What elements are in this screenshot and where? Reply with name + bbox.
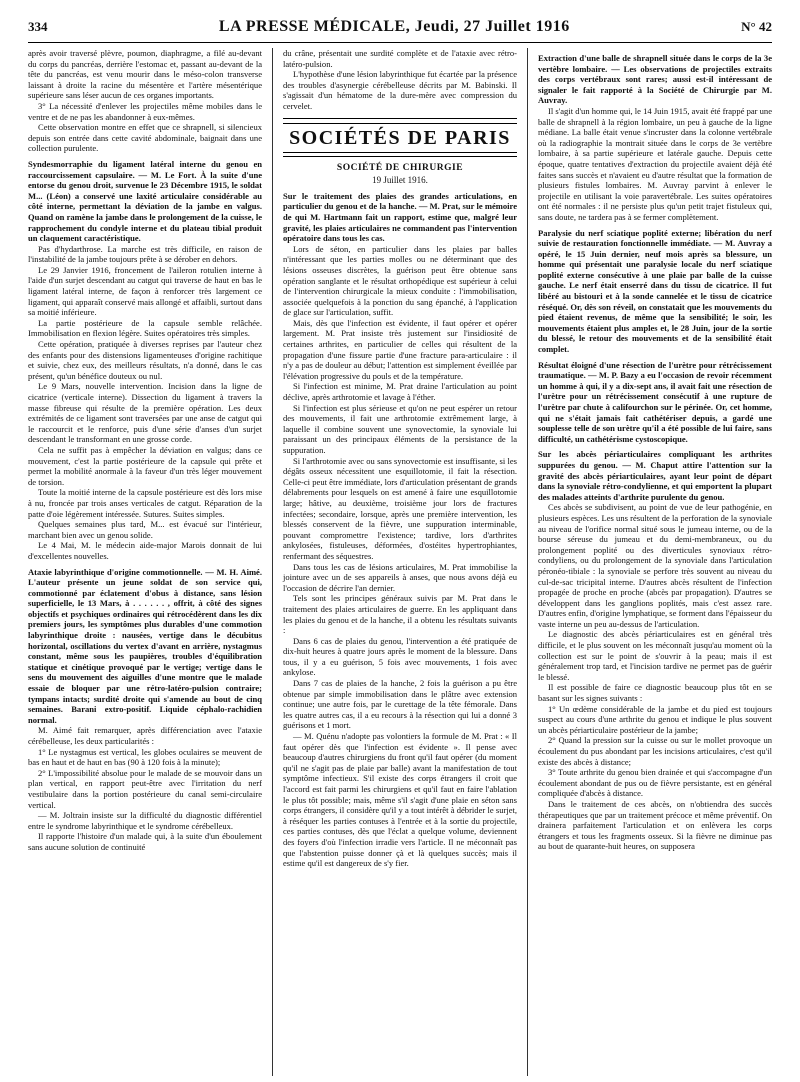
article-heading-paragraph: Paralysie du nerf sciatique poplité externe; libération du nerf suivie de restauration fonctionnelle immédiate. — M. Auvray a opéré, le 15 Juin dernier, neuf mois après sa blessure, un homme qui présentait une paralysie locale du nerf sciatique poplité externe consécutive à une plaie par balle de la cuisse gauche. Le nerf était enserré dans du tissu de cicatrice. Il fut libéré au bistouri et à la sonde cannelée et le tissu de cicatrice réséqué. Or, dès son réveil, on constatait que les mouvements du pied étaient revenus, de même que la sensibilité; le soir, les mouvements étaient plus amples et, le 28 Juin, jour de la sortie du blessé, le retour des mouvements et de la sensibilité était complet. [538, 227, 772, 355]
paragraph: Dans tous les cas de lésions articulaires, M. Prat immobilise la jointure avec un de ses appareils à anses, que nous avons déjà eu l'occasion de décrire l'an dernier. [283, 561, 517, 593]
article-heading-paragraph: Résultat éloigné d'une résection de l'urètre pour rétrécissement traumatique. — M. P. Bazy a eu l'occasion de revoir récemment un homme à qui, il y a dix-sept ans, il avait fait une résection de l'urètre pour un rétrécissement consécutif à une rupture de l'urètre par chute à califourchon sur le périnée. Or, cet homme, qui ne s'était jamais fait cathétériser depuis, a gardé une souplesse telle de son urètre qu'il a été possible de lui faire, sans difficulté, un cathétérisme cystoscopique. [538, 359, 772, 444]
paragraph: Le diagnostic des abcès périarticulaires est en général très difficile, et le plus souvent on les méconnaît jusqu'au moment où la collection est sur le point de s'ouvrir à la peau; mais il est généralement trop tard, et l'incision tardive ne permet pas de guérir le blessé. [538, 629, 772, 682]
paragraph: L'hypothèse d'une lésion labyrinthique fut écartée par la présence des troubles d'asynergie cérébelleuse décrits par M. Babinski. Il s'agissait d'un hématome de la dure-mère avec compression du cervelet. [283, 69, 517, 111]
paragraph: Toute la moitié interne de la capsule postérieure est dès lors mise à nu, froncée par trois anses verticales de catgut. Réparation de la patte d'oie légèrement intéressée. Sutures. Suites simples. [28, 487, 262, 519]
society-report [283, 191, 517, 869]
article-heading-paragraph: Syndesmorraphie du ligament latéral interne du genou en raccourcissement capsulaire. — M. Le Fort. À la suite d'une entorse du genou droit, survenue le 23 Décembre 1915, le soldat M... (Léon) a conservé une laxité articulaire considérable au côté interne, permettant la déviation de la jambe en valgus. Quand on ramène la jambe dans le prolongement de la cuisse, le rapprochement du condyle interne et du plateau tibial produit un claquement caractéristique. [28, 158, 262, 244]
paragraph: Le 4 Mai, M. le médecin aide-major Marois donnait de lui d'excellentes nouvelles. [28, 540, 262, 561]
paragraph: Quelques semaines plus tard, M... est évacué sur l'intérieur, marchant bien avec un genou solide. [28, 519, 262, 540]
page-number: 334 [28, 19, 48, 34]
paragraph: Lors de séton, en particulier dans les plaies par balles n'intéressant que les parties molles ou ne déterminant que des lésions osseuses discrètes, la guérison peut être obtenue sans opération sanglante et le résultat orthopédique est supérieur à celui de l'intervention chirurgicale la mieux conduite : l'immobilisation, associée quelquefois à la ponction du sang épanché, à l'application de glace sur l'articulation, suffit. [283, 243, 517, 318]
column-right [527, 48, 772, 1076]
paragraph: Cette opération, pratiquée à diverses reprises par l'auteur chez des enfants pour des distensions ligamenteuses d'origine rachitique et suivie, chez eux, des meilleurs résultats, n'a donné, dans le cas présent, qu'un bénéfice douteux ou nul. [28, 339, 262, 381]
article-heading-paragraph: Sur les abcès périarticulaires compliquant les arthrites suppurées du genou. — M. Chaput attire l'attention sur la gravité des abcès périarticulaires, ayant leur point de départ dans la synoviale rétro-condylienne, et qui emportent la plupart des malades atteints d'arthrite purulente du genou. [538, 449, 772, 502]
paragraph: Il rapporte l'histoire d'un malade qui, à la suite d'un éboulement sans aucune solution de continuité [28, 831, 262, 852]
paragraph: 3° La nécessité d'enlever les projectiles même mobiles dans le ventre et de ne pas les abandonner à eux-mêmes. [28, 100, 262, 122]
paragraph: Il s'agit d'un homme qui, le 14 Juin 1915, avait été frappé par une balle de shrapnell à la région lombaire, un peu à gauche de la ligne médiane. La balle était venue s'incruster dans la colonne vertébrale où la radiographie la montrait située dans le corps de 3e vertèbre lombaire, à sa partie supérieure et latérale gauche. Depuis cette époque, quatre tentatives d'extraction du projectile avaient déjà été faites sans succès et n'avaient eu d'autre résultat que la formation de plusieurs fistules lombaires. M. Auvray parvint à enlever le projectile en utilisant la voie paravertébrale. Les suites opératoires ont été normales : il ne persiste plus qu'un petit trajet fistuleux qui, sans doute, ne tardera pas à se fermer complètement. [538, 105, 772, 222]
paragraph: 1° Le nystagmus est vertical, les globes oculaires se meuvent de bas en haut et de haut en bas (90 à 120 fois à la minute); [28, 746, 262, 768]
continued-text [283, 48, 517, 112]
paragraph: — M. Joltrain insiste sur la difficulté du diagnostic différentiel entre le syndrome labyrinthique et le syndrome cérébelleux. [28, 810, 262, 831]
paragraph: Si l'arthrotomie avec ou sans synovectomie est insuffisante, si les dégâts osseux nécessitent une esquillotomie, il fait la résection. Celle-ci peut être immédiate, lors d'articulation présentant de grands délabrements pour lesquels on est amené à faire une esquillotomie large; hâtive, au deuxième, troisième jour lors de fractures infectées; secondaire, lorsque, après une première intervention, les blessés conservent de la fièvre, une suppuration interminable, pouvant compromettre l'existence; tardive, lors d'arthrites ankylosées, fistuleuses, déformées, d'ostéites hypertrophiantes, renfermant des séquestres. [283, 455, 517, 561]
paragraph: Le 29 Janvier 1916, froncement de l'aileron rotulien interne à l'aide d'un surjet descendant au catgut qui traverse de haut en bas le ligament latéral interne, de façon à renforcer très largement ce ligament, qui apparaît conservé mais allongé et affaibli, surtout dans sa moitié inférieure. [28, 264, 262, 318]
page-header [28, 12, 772, 43]
column-left [28, 48, 262, 1076]
paragraph: La partie postérieure de la capsule semble relâchée. Immobilisation en flexion légère. Suites opératoires très simples. [28, 317, 262, 339]
article-heading-paragraph: Extraction d'une balle de shrapnell située dans le corps de la 3e vertèbre lombaire. — Les observations de projectiles extraits des corps vertébraux sont rares; aussi est-il intéressant de signaler le fait rapporté à la Société de Chirurgie par M. Auvray. [538, 53, 772, 106]
paragraph: 2° Quand la pression sur la cuisse ou sur le mollet provoque un écoulement du pus abondant par les incisions articulaires, c'est qu'il existe des abcès à distance; [538, 735, 772, 767]
paragraph: Le 9 Mars, nouvelle intervention. Incision dans la ligne de cicatrice (verticale interne). Dissection du ligament à travers la masse fibreuse qui résulte de la première opération. Les deux extrémités de ce ligament sont traversées par une anse de catgut qui le raccourcit et le renforce, puis d'une série d'anses d'un surjet descendant le transformant en une grosse corde. [28, 381, 262, 445]
paragraph: Mais, dès que l'infection est évidente, il faut opérer et opérer largement. M. Prat insiste très justement sur l'insidiosité de certaines arthrites, en particulier de celles qui résultent de la propagation d'une fissure partie d'une fracture para-articulaire : il n'y a pas de douleur au début; l'attention est simplement éveillée par l'élévation progressive du pouls et de la température. [283, 317, 517, 381]
section-title: SOCIÉTÉS DE PARIS [283, 123, 517, 153]
article-heading-paragraph: Sur le traitement des plaies des grandes articulations, en particulier du genou et de la hanche. — M. Prat, sur le mémoire de qui M. Hartmann fait un rapport, estime que, malgré leur gravité, les plaies articulaires ne commandent pas l'intervention opératoire dans tous les cas. [283, 190, 517, 244]
paragraph: 3° Toute arthrite du genou bien drainée et qui s'accompagne d'un écoulement abondant de pus ou de fièvre persistante, est en général compliquée d'abcès à distance. [538, 767, 772, 799]
session-date: 19 Juillet 1916. [372, 175, 428, 186]
society-title: SOCIÉTÉ DE CHIRURGIE [336, 162, 464, 173]
paragraph: Cela ne suffit pas à empêcher la déviation en valgus; dans ce mouvement, c'est la partie postérieure de la capsule qui prête et permet la mobilité anormale à la faveur d'un très léger mouvement de torsion. [28, 444, 262, 487]
paragraph: Si l'infection est minime, M. Prat draine l'articulation au point déclive, après arthrotomie et lavage à l'éther. [283, 381, 517, 403]
issue-number: N° 42 [741, 19, 772, 34]
paragraph: 1° Un œdème considérable de la jambe et du pied est toujours suspect au cours d'une arthrite du genou et indique le plus souvent un abcès périarticulaire postérieur de la jambe; [538, 703, 772, 735]
paragraph: M. Aimé fait remarquer, après différenciation avec l'ataxie cérébelleuse, les deux particularités : [28, 725, 262, 746]
journal-title: LA PRESSE MÉDICALE, Jeudi, 27 Juillet 1916 [218, 18, 570, 35]
paragraph: Dans 7 cas de plaies de la hanche, 2 fois la guérison a pu être obtenue par simple immobilisation dans le plâtre avec extension continue; une autre fois, par le curettage de la tête fémorale. Dans les quatre autres cas, il a eu recours à la résection qui lui a donné 3 guérisons et 1 mort. [283, 678, 517, 731]
section-banner [283, 118, 517, 157]
paragraph: Tels sont les principes généraux suivis par M. Prat dans le traitement des plaies articulaires de guerre. En les appliquant dans les plaies du genou et de la hanche, il a obtenu les résultats suivants : [283, 593, 517, 636]
text-columns [28, 48, 772, 1076]
paragraph: Si l'infection est plus sérieuse et qu'on ne peut espérer un retour des mouvements, il fait une arthrotomie extrêmement large, à laquelle il combine souvent une synovectomie, la synoviale lui paraissant un des principaux éléments de la persistance de la suppuration. [283, 402, 517, 455]
paragraph: Il est possible de faire ce diagnostic beaucoup plus tôt en se basant sur les signes suivants : [538, 682, 772, 704]
paragraph: — M. Quénu n'adopte pas volontiers la formule de M. Prat : « Il faut opérer dès que l'infection est évidente ». Il pense avec beaucoup d'autres chirurgiens du front qu'il faut opérer (du moment qu'il ne s'agit pas de plaie par balle) avant la manifestation de tout symptôme infectieux. S'il existe des corps étrangers il croit que l'accord est fait parmi les chirurgiens et qu'il faut en faire l'ablation le plus tôt possible; mais, même s'il s'agit d'une plaie en séton sans corps étrangers, il considère qu'il y a tout intérêt à débrider le surjet, à réséquer les parties contuses à l'entrée et à la sortie du projectile, ces parties contuses, dès que l'éclat a quelque volume, deviennent des foyers d'où l'infection irradie vers l'article. Il ne méconnaît pas que l'abstention puisse donner çà et là quelques succès; mais il estime qu'il est dangereux de s'y fier. [283, 731, 517, 869]
paragraph: après avoir traversé plèvre, poumon, diaphragme, a filé au-devant du corps du pancréas, derrière l'estomac et, passant au-devant de la tête du pancréas, est venu mourir dans le méso-colon transverse laissant à droite la racine du mésentère et l'artère mésentérique supérieure sans léser aucun de ces organes importants. [28, 48, 262, 101]
paragraph: 2° L'impossibilité absolue pour le malade de se mouvoir dans un plan vertical, en rapport peut-être avec l'irritation du nerf vestibulaire dans la portion postérieure du canal semi-circulaire vertical. [28, 767, 262, 810]
paragraph: Dans 6 cas de plaies du genou, l'intervention a été pratiquée de dix-huit heures à quatre jours après le moment de la blessure. Dans tous, il y a eu guérison, 5 fois avec mouvements, 1 fois avec ankylose. [283, 635, 517, 678]
paragraph: Ces abcès se subdivisent, au point de vue de leur pathogénie, en plusieurs espèces. Les uns résultent de la perforation de la synoviale au niveau de l'orifice normal situé sous le jumeau interne, ou de la bourse séreuse du jumeau et du demi-membraneux, ou du prolongement poplité ou des diverticules synoviaux rétro-condyliens, ou du prolongement de la synoviale dans l'articulation péronéo-tibiale : la synoviale se perfore très souvent au niveau du cul-de-sac tricipital interne. D'autres abcès résultent de l'infection propagée de proche en proche (abcès par propagation). D'autres se développent dans les ganglions poplités, mais c'est assez rare. D'autres enfin, d'origine lymphatique, se forment dans l'épaisseur du vaste interne un peu au-dessus de l'articulation. [538, 502, 772, 629]
paragraph: Pas d'hydarthrose. La marche est très difficile, en raison de l'instabilité de la jambe toujours prête à se dérober en dehors. [28, 243, 262, 265]
paragraph: du crâne, présentait une surdité complète et de l'ataxie avec rétro-latéro-pulsion. [283, 48, 517, 69]
paragraph: Dans le traitement de ces abcès, on n'obtiendra des succès thérapeutiques que par un traitement précoce et même préventif. On drainera parfaitement l'articulation et on enlèvera les corps étrangers et tous les fragments osseux. Si la fièvre ne diminue pas au bout de quarante-huit heures, on supposera [538, 798, 772, 852]
paragraph: Cette observation montre en effet que ce shrapnell, si silencieux depuis son entrée dans cette cavité abdominale, baignait dans une collection purulente. [28, 122, 262, 154]
column-middle [272, 48, 517, 1076]
article-heading-paragraph: Ataxie labyrinthique d'origine commotionnelle. — M. H. Aimé. L'auteur présente un jeune soldat de son service qui, commotionné par éclatement d'obus à distance, sans lésion superficielle, le 13 Mars, à . . . . . . , offrit, à côté des signes objectifs et psychiques ordinaires qui rétrocédèrent dans les dix premiers jours, les symptômes plus durables d'une commotion labyrinthique droite : nausées, vertige dans le décubitus horizontal, oscillations du vertex d'avant en arrière, nystagmus constant, même sous les paupières, troubles d'équilibration statique et cinétique provoqué par le vertige; vertige dans le sens du mouvement des aiguilles d'une montre que le malade essaie de bloquer par une rétro-latéro-pulsion contraire; tympans intacts; surdité droite qui s'amende au bout de cinq semaines. Barani extro-positif. Liquide céphalo-rachidien normal. [28, 566, 262, 725]
